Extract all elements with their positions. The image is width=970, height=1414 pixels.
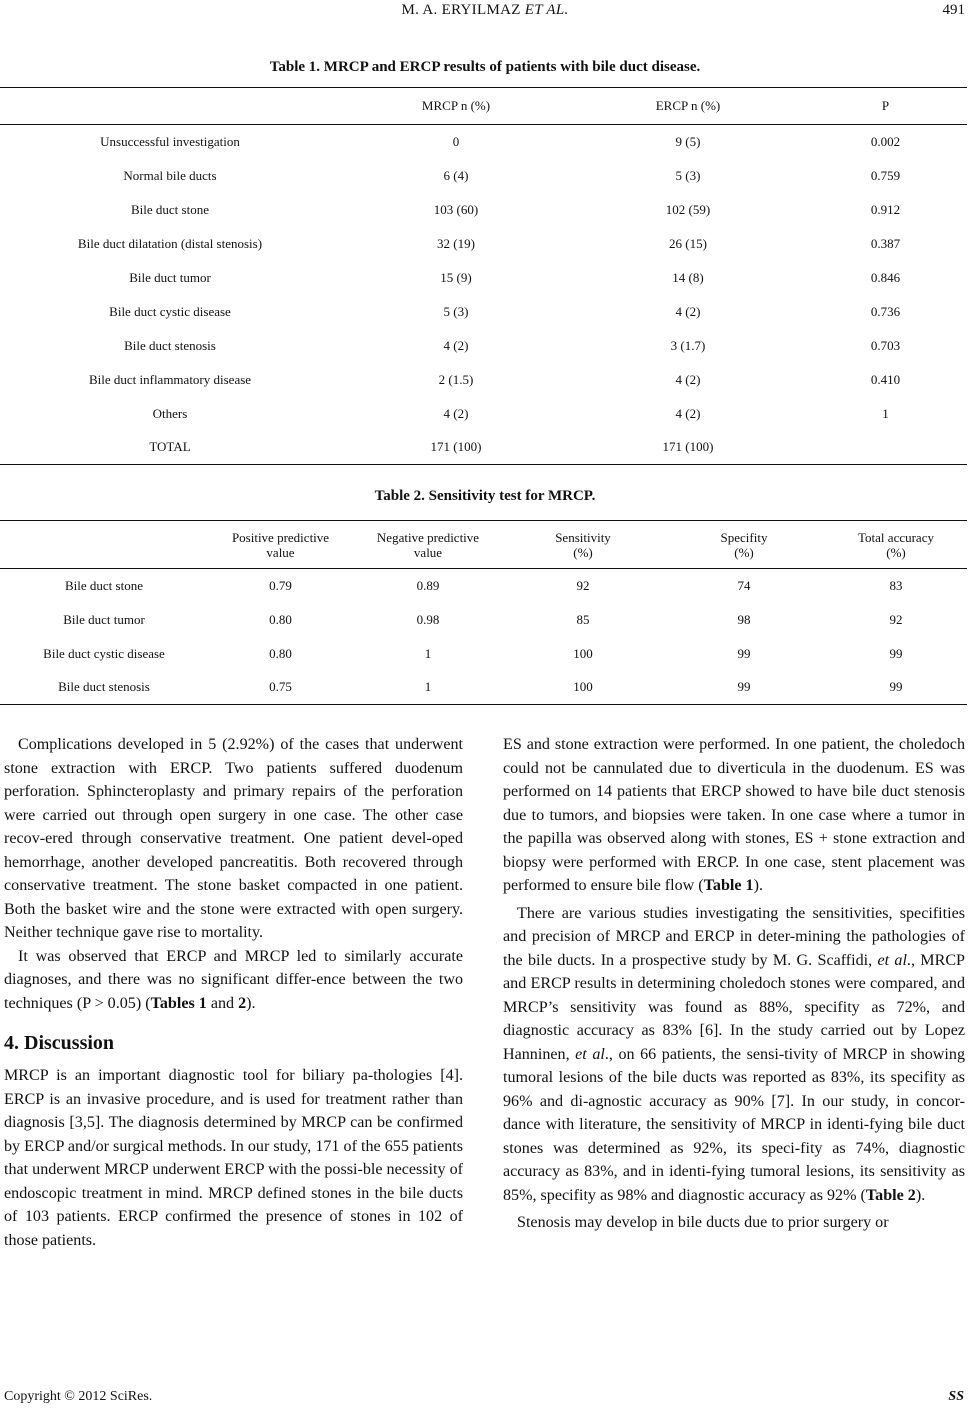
table-cell: 102 (59) bbox=[665, 201, 711, 217]
paragraph: It was observed that ERCP and MRCP led to similarly accurate diagnoses, and there was no significant differ-ence between the two techniques (P > 0.05) (Tables 1 and 2). bbox=[4, 947, 463, 1012]
table-row bbox=[0, 261, 967, 295]
table-row bbox=[0, 431, 967, 465]
table-row bbox=[0, 671, 967, 705]
header-line: (%) bbox=[573, 544, 593, 560]
table-cell: 92 bbox=[889, 611, 903, 627]
row-label-cell: Bile duct cystic disease bbox=[43, 645, 165, 661]
table-header-cell bbox=[0, 521, 208, 569]
paragraph: Complications developed in 5 (2.92%) of the cases that underwent stone extraction with ERCP. Two patients suffered duodenum perforation. Sphincteroplasty and primary repairs of the perforation were carried out through open surgery in one case. The other case recov-ered through conservative treatment. One patient devel-oped hemorrhage, another developed pancreatitis. Both recovered through conservative treatment. The stone basket compacted in one patient. Both the basket wire and the stone were extracted with open surgery. Neither technique gave rise to mortality. bbox=[4, 736, 463, 941]
table-cell: 85 bbox=[576, 611, 590, 627]
table-cell: 26 (15) bbox=[669, 235, 707, 251]
table-header-cell: ERCP n (%) bbox=[655, 98, 721, 113]
table-header-cell bbox=[663, 521, 825, 569]
table-cell: 4 (2) bbox=[675, 405, 701, 421]
table-cell: 3 (1.7) bbox=[670, 337, 706, 353]
table-cell: 0.80 bbox=[269, 645, 292, 661]
table-cell: 0.736 bbox=[870, 303, 901, 319]
table-header-cell bbox=[825, 521, 967, 569]
table-cell: 4 (2) bbox=[675, 303, 701, 319]
row-label-cell: TOTAL bbox=[149, 439, 191, 455]
table-row bbox=[0, 125, 967, 159]
table-cell: 0.75 bbox=[269, 679, 292, 695]
table-cell: 4 (2) bbox=[443, 405, 469, 421]
table-header-cell bbox=[208, 521, 353, 569]
table1 bbox=[0, 87, 967, 465]
header-line: Negative predictive bbox=[376, 529, 480, 545]
table-row bbox=[0, 603, 967, 637]
row-label-cell: Bile duct tumor bbox=[63, 611, 145, 627]
table-cell: 171 (100) bbox=[662, 439, 714, 455]
author-name: M. A. ERYILMAZ bbox=[401, 2, 521, 18]
table-cell: 0.410 bbox=[870, 371, 901, 387]
table1-caption: Table 1. MRCP and ERCP results of patients with bile duct disease. bbox=[269, 59, 701, 75]
journal-abbreviation: SS bbox=[948, 1389, 964, 1404]
table-cell: 0.89 bbox=[416, 577, 440, 593]
table-cell: 0.703 bbox=[870, 337, 901, 353]
row-label-cell: Normal bile ducts bbox=[123, 167, 217, 183]
table-cell: 99 bbox=[737, 645, 751, 661]
header-line: Sensitivity bbox=[555, 529, 611, 545]
paragraph: MRCP is an important diagnostic tool for biliary pa-thologies [4]. ERCP is an invasive procedure, and is used for treatment rather than diagnosis [3,5]. The diagnosis determined by MRCP can be confirmed by ERCP and/or surgical methods. In our study, 171 of the 655 patients that underwent MRCP underwent ERCP with the possi-ble necessity of endoscopic treatment in mind. MRCP defined stones in the bile ducts of 103 patients. ERCP confirmed the presence of stones in 102 of those patients. bbox=[4, 1067, 463, 1249]
table-reference[interactable]: 2 bbox=[238, 994, 247, 1012]
row-label-cell: Bile duct stone bbox=[65, 577, 143, 593]
table-header-cell: MRCP n (%) bbox=[421, 98, 491, 113]
table2 bbox=[0, 520, 967, 705]
table-cell: 4 (2) bbox=[675, 371, 701, 387]
table-cell: 0.387 bbox=[870, 235, 901, 251]
table-cell: 171 (100) bbox=[430, 439, 482, 455]
table-reference[interactable]: Table 1 bbox=[703, 877, 754, 894]
table-row bbox=[0, 397, 967, 431]
row-label-cell: Bile duct cystic disease bbox=[109, 303, 231, 319]
row-label-cell: Bile duct stenosis bbox=[124, 337, 216, 353]
table-cell: 2 (1.5) bbox=[438, 371, 474, 387]
left-column bbox=[4, 733, 463, 1252]
row-label-cell: Bile duct stenosis bbox=[58, 679, 150, 695]
table-cell: 5 (3) bbox=[675, 167, 701, 183]
table-row bbox=[0, 569, 967, 603]
running-header bbox=[0, 0, 970, 30]
header-line: Specifity bbox=[720, 529, 768, 545]
table-cell: 83 bbox=[889, 577, 903, 593]
table-reference[interactable]: Table 2 bbox=[865, 1186, 916, 1204]
et-al: et al bbox=[575, 1045, 605, 1063]
et-al: et al bbox=[877, 951, 907, 969]
table-cell: 0.98 bbox=[416, 611, 440, 627]
table-cell: 0.80 bbox=[269, 611, 292, 627]
table-row bbox=[0, 637, 967, 671]
table-cell: 103 (60) bbox=[433, 201, 479, 217]
table-cell: 32 (19) bbox=[437, 235, 475, 251]
table2-caption: Table 2. Sensitivity test for MRCP. bbox=[374, 488, 596, 504]
table-cell: 99 bbox=[737, 679, 751, 695]
header-line: value bbox=[413, 544, 443, 560]
table-cell: 5 (3) bbox=[443, 303, 469, 319]
header-line: Positive predictive bbox=[231, 529, 330, 545]
paragraph: ES and stone extraction were performed. In one patient, the choledoch could not be cannulated due to diverticula in the duodenum. ES was performed on 14 patients that ERCP showed to have bile duct stenosis due to tumors, and biopsies were taken. In one case where a tumor in the papilla was observed along with stones, ES + stone extraction and biopsy were performed with ERCP. In one case, stent placement was performed to ensure bile flow (Table 1). bbox=[503, 736, 965, 894]
table-cell: 1 bbox=[424, 679, 432, 695]
table-row bbox=[0, 329, 967, 363]
table-cell: 100 bbox=[573, 645, 593, 661]
row-label-cell: Others bbox=[152, 405, 188, 421]
table-header-cell: P bbox=[881, 98, 890, 113]
header-authors bbox=[0, 2, 970, 19]
table-header-row bbox=[0, 521, 967, 569]
section-heading: 4. Discussion bbox=[4, 1032, 115, 1054]
right-column bbox=[503, 733, 965, 1235]
table-header-cell bbox=[353, 521, 503, 569]
table-cell: 4 (2) bbox=[443, 337, 469, 353]
table-row bbox=[0, 193, 967, 227]
table-cell: 0 bbox=[452, 133, 460, 149]
table-row bbox=[0, 363, 967, 397]
row-label-cell: Bile duct dilatation (distal stenosis) bbox=[77, 235, 263, 251]
row-label-cell: Bile duct inflammatory disease bbox=[88, 371, 252, 387]
copyright-notice: Copyright © 2012 SciRes. bbox=[4, 1389, 153, 1404]
header-line: (%) bbox=[734, 544, 754, 560]
table-cell: 6 (4) bbox=[443, 167, 469, 183]
table-cell: 0.002 bbox=[870, 133, 901, 149]
table-cell: 0.846 bbox=[870, 269, 901, 285]
table-cell: 15 (9) bbox=[440, 269, 472, 285]
table-cell: 0.79 bbox=[269, 577, 292, 593]
table-cell: 99 bbox=[889, 679, 903, 695]
table-cell: 1 bbox=[424, 645, 432, 661]
table-header-cell bbox=[0, 88, 340, 125]
table-header-row bbox=[0, 88, 967, 125]
page-footer bbox=[0, 1389, 970, 1411]
table-cell: 98 bbox=[737, 611, 751, 627]
row-label-cell: Bile duct tumor bbox=[129, 269, 211, 285]
table-reference[interactable]: Tables 1 bbox=[150, 994, 207, 1012]
table-header-cell bbox=[503, 521, 663, 569]
table-cell: 9 (5) bbox=[675, 133, 701, 149]
table-row bbox=[0, 295, 967, 329]
table-cell: 14 (8) bbox=[672, 269, 704, 285]
et-al: ET AL. bbox=[524, 2, 569, 18]
row-label-cell: Bile duct stone bbox=[131, 201, 209, 217]
table-cell: 99 bbox=[889, 645, 903, 661]
row-label-cell: Unsuccessful investigation bbox=[100, 133, 240, 149]
table-cell: 100 bbox=[573, 679, 593, 695]
table-cell: 0.759 bbox=[870, 167, 901, 183]
paragraph: There are various studies investigating the sensitivities, specifities and precision of MRCP and ERCP in deter-mining the pathologies of the bile ducts. In a prospective study by M. G. Scaffidi, et al., MRCP and ERCP results in determining choledoch stones were compared, and MRCP’s sensitivity was found as 88%, specifity as 72%, and diagnostic accuracy as 83% [6]. In the study carried out by Lopez Hanninen, et al., on 66 patients, the sensi-tivity of MRCP in showing tumoral lesions of the bile ducts was reported as 83%, its specifity as 96% and di-agnostic accuracy as 90% [7]. In our study, in concor-dance with literature, the sensitivity of MRCP in identi-fying bile duct stones was determined as 92%, its speci-fity as 74%, diagnostic accuracy as 83%, and in identi-fying tumoral lesions, its sensitivity as 85%, specifity as 98% and diagnostic accuracy as 92% (Table 2). bbox=[503, 904, 966, 1204]
table-cell: 74 bbox=[737, 577, 751, 593]
page-number: 491 bbox=[942, 2, 965, 18]
table-cell bbox=[804, 431, 967, 465]
table-cell: 92 bbox=[576, 577, 590, 593]
header-line: value bbox=[266, 544, 295, 560]
paragraph: Stenosis may develop in bile ducts due to prior surgery or bbox=[517, 1214, 889, 1231]
table-cell: 1 bbox=[882, 405, 889, 421]
header-line: (%) bbox=[886, 544, 906, 560]
header-line: Total accuracy bbox=[858, 529, 934, 545]
table-cell: 0.912 bbox=[870, 201, 901, 217]
table-row bbox=[0, 227, 967, 261]
table-row bbox=[0, 159, 967, 193]
